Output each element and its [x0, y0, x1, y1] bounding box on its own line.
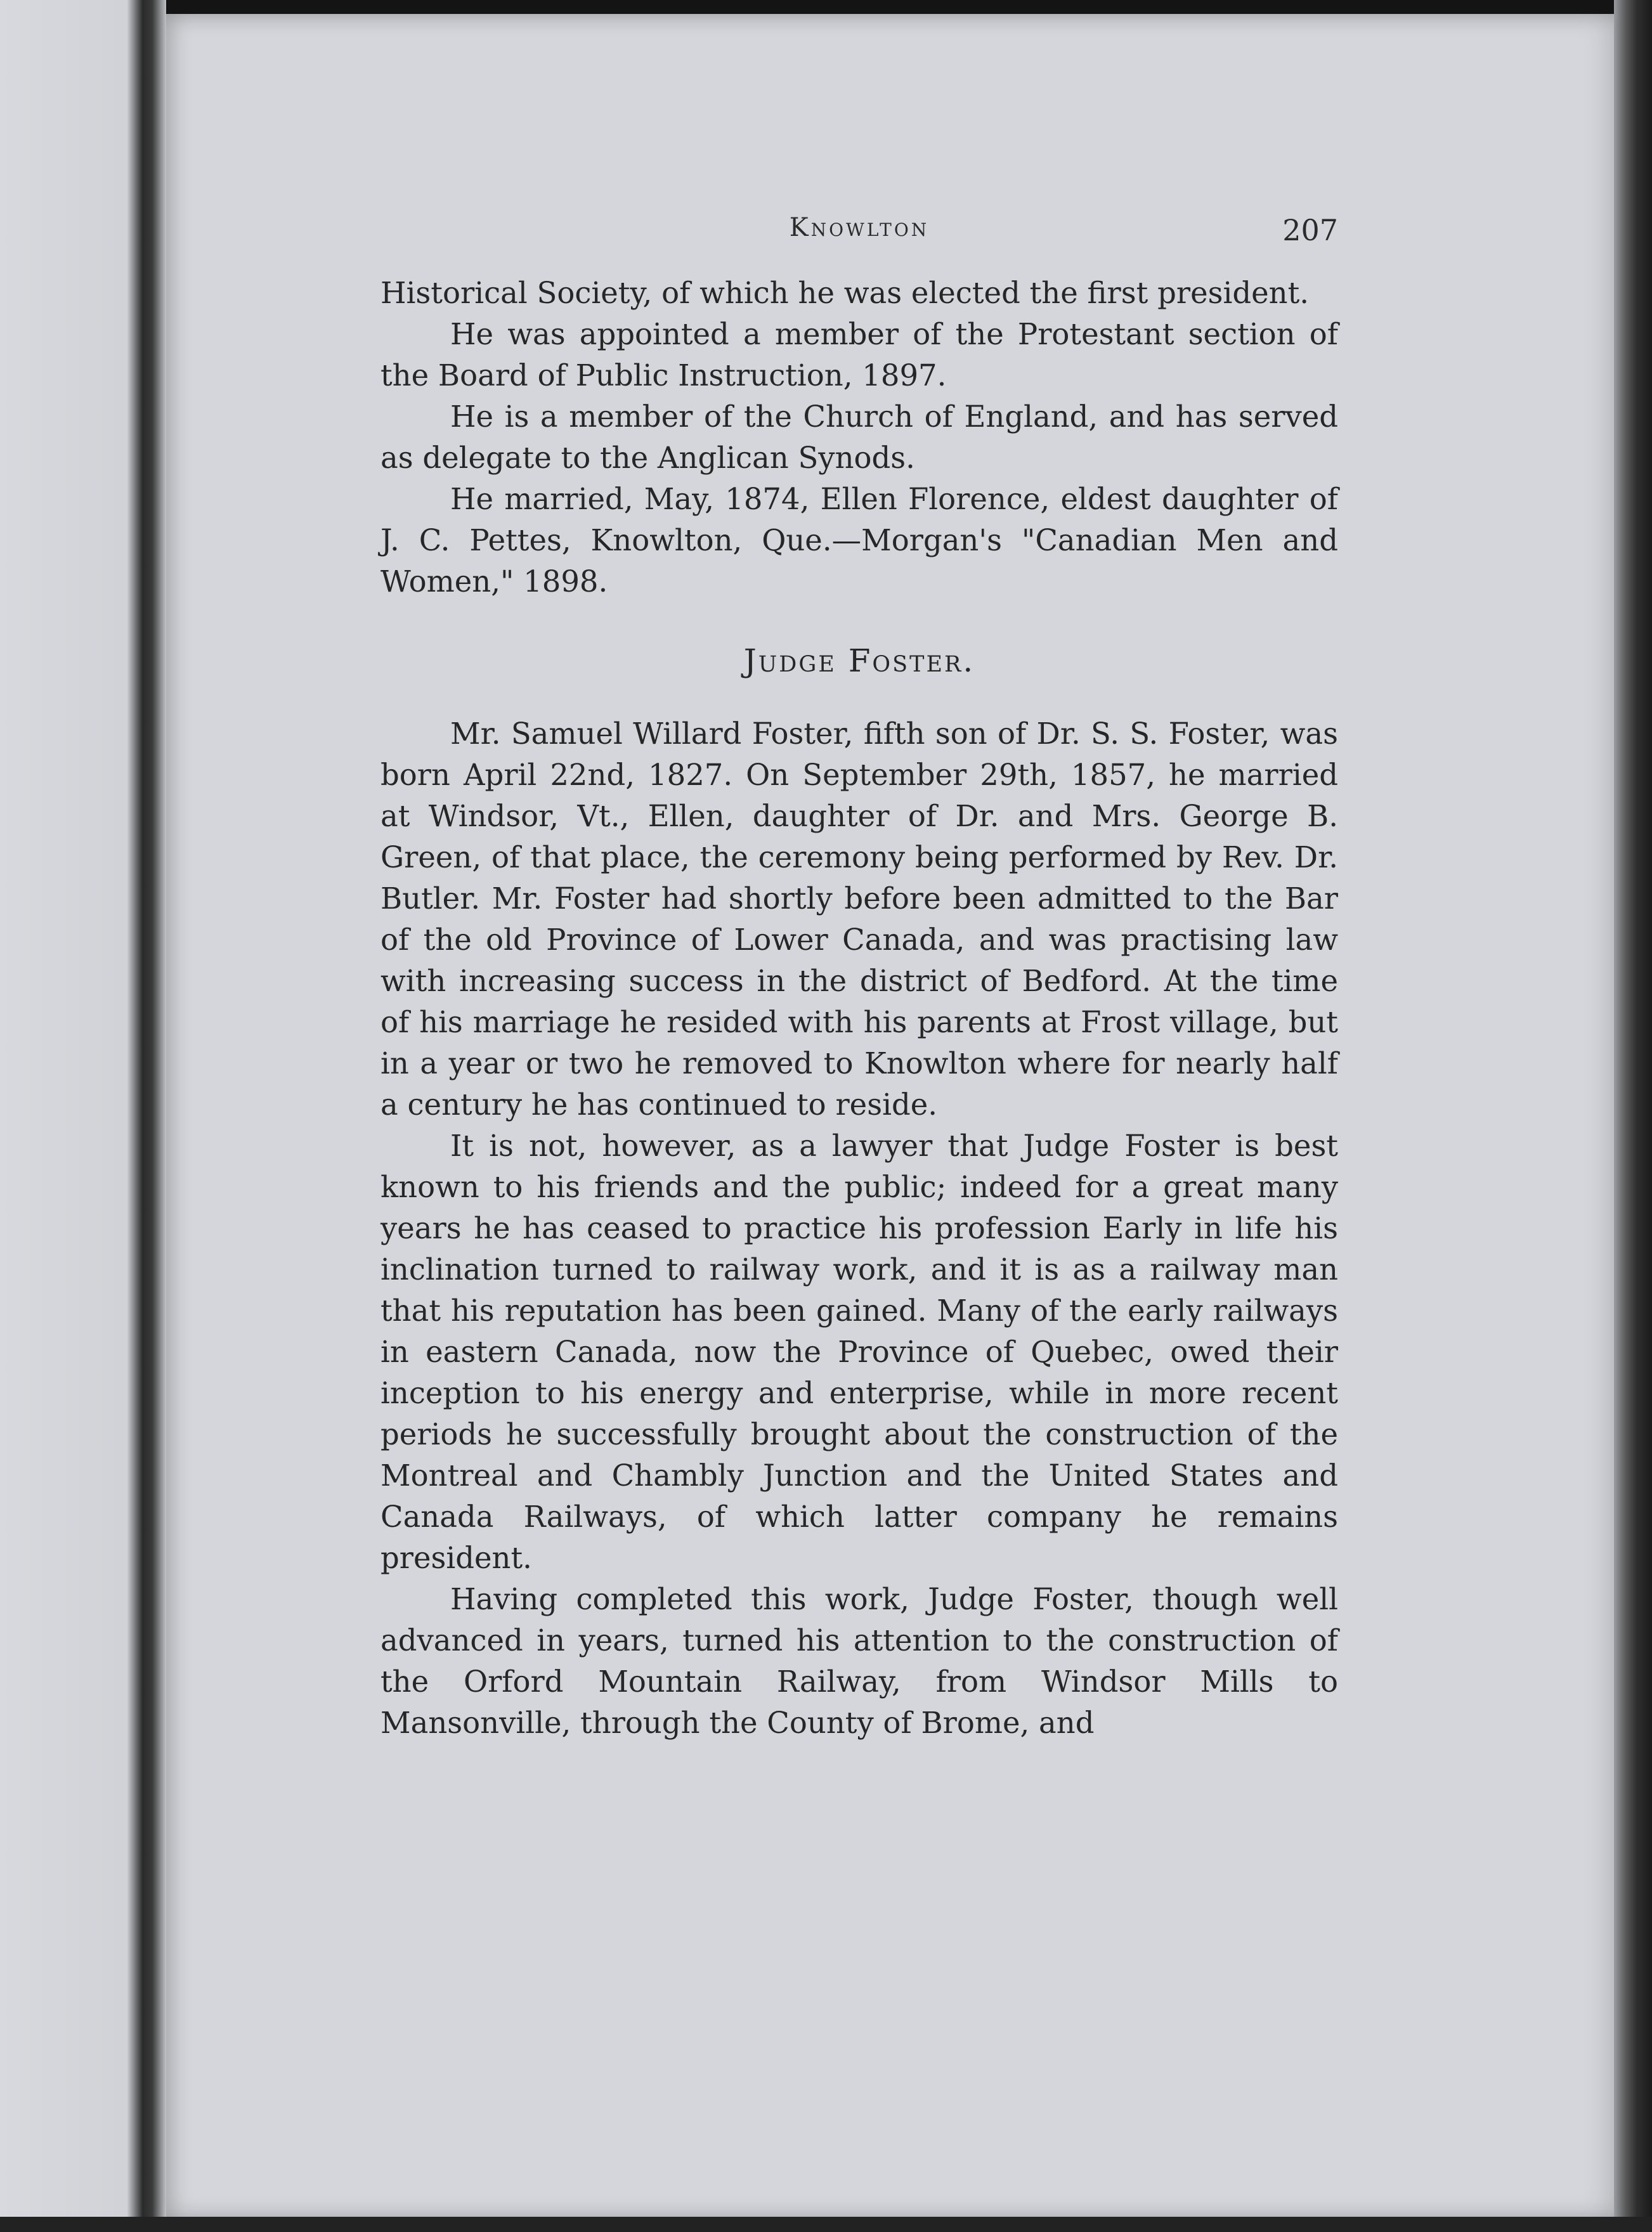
body-text	[380, 273, 1338, 1744]
paragraph: He is a member of the Church of England, and has served as delegate to the Anglican Synods.	[380, 399, 1338, 475]
section-title: Judge Foster.	[743, 642, 975, 679]
paragraph: Mr. Samuel Willard Foster, fifth son of Dr. S. S. Foster, was born April 22nd, 1827. On September 29th, 1857, he married at Windsor, Vt., Ellen, daughter of Dr. and Mrs. George B. Green, of that place, the ceremony being performed by Rev. Dr. Butler. Mr. Foster had shortly before been admitted to the Bar of the old Province of Lower Canada, and was practising law with increasing success in the district of Bedford. At the time of his marriage he resided with his parents at Frost village, but in a year or two he removed to Knowlton where for nearly half a century he has continued to reside.	[380, 717, 1338, 1122]
paragraph: He married, May, 1874, Ellen Florence, eldest daughter of J. C. Pettes, Knowlton, Que.—Morgan's "Canadian Men and Women," 1898.	[380, 482, 1338, 599]
paragraph: It is not, however, as a lawyer that Judge Foster is best known to his friends and the public; indeed for a great many years he has ceased to practice his profession Early in life his inclination turned to railway work, and it is as a railway man that his reputation has been gained. Many of the early railways in eastern Canada, now the Province of Quebec, owed their inception to his energy and enterprise, while in more recent periods he successfully brought about the construction of the Montreal and Chambly Junction and the United States and Canada Railways, of which latter company he remains president.	[380, 1129, 1338, 1575]
paragraph: He was appointed a member of the Protestant section of the Board of Public Instruction, 1897.	[380, 317, 1338, 393]
book-binding	[0, 0, 166, 2232]
page-number: 207	[1282, 213, 1338, 247]
top-edge	[0, 0, 1652, 14]
page-edge-right	[1614, 0, 1652, 2232]
paragraph: Historical Society, of which he was elected the first president.	[380, 276, 1310, 310]
bottom-edge	[0, 2217, 1652, 2232]
paragraph: Having completed this work, Judge Foster, though well advanced in years, turned his attention to the construction of the Orford Mountain Railway, from Windsor Mills to Mansonville, through the County of Brome, and	[380, 1582, 1338, 1740]
running-title: Knowlton	[789, 213, 930, 242]
running-head	[380, 202, 1338, 246]
